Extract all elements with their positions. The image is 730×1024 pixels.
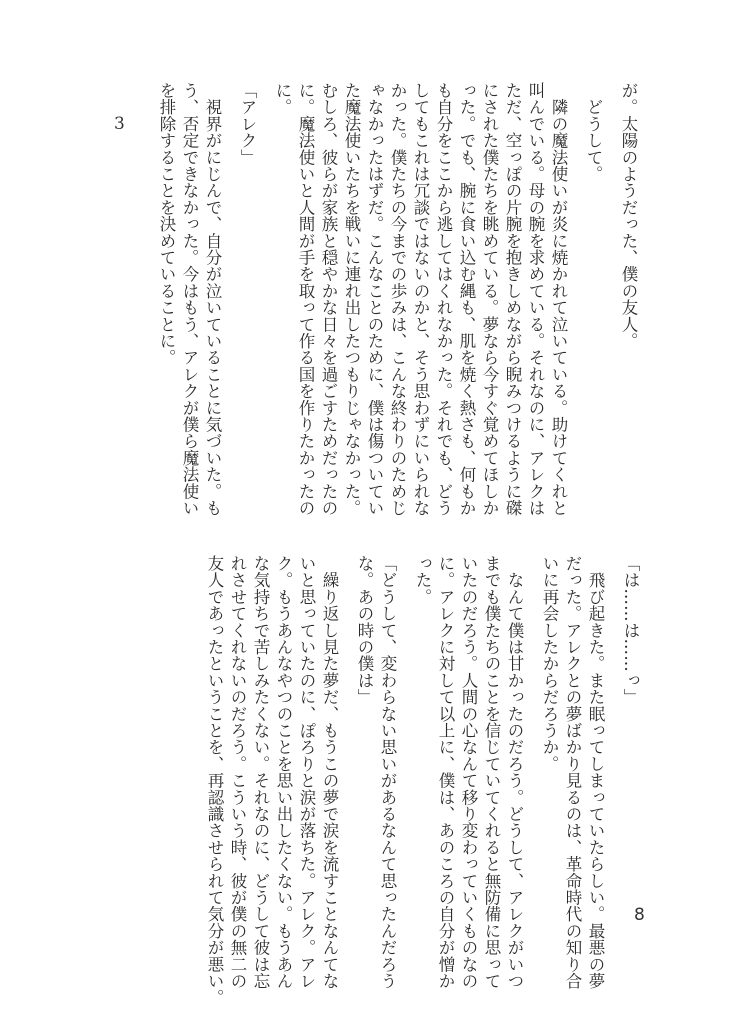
bottom-page-text	[203, 555, 642, 1006]
top-page-text	[155, 82, 640, 517]
page-number: 3	[114, 114, 125, 134]
text-line: ク。もうあんなやつのことを思い出したくない。もうあん	[274, 555, 293, 990]
text-line: ゃなかったはずだ。こんなことのために、僕は傷ついてい	[365, 82, 384, 517]
text-line: にされた僕たちを眺めている。夢なら今すぐ覚めてほしか	[480, 82, 499, 517]
text-line: 飛び起きた。また眠ってしまっていたらしい。最悪の夢	[586, 555, 605, 990]
text-line: かった。僕たちの今までの歩みは、こんな終わりのためじ	[388, 82, 407, 517]
text-line: 視界がにじんで、自分が泣いていることに気づいた。も	[203, 82, 222, 517]
page-number: 8	[634, 905, 645, 925]
text-line: いと思っていたのに、ぽろりと涙が落ちた。アレク。アレ	[297, 555, 316, 990]
text-line: 叫んでいる。母の腕を求めている。それなのに、アレクは	[526, 82, 545, 517]
text-line: ただ、空っぽの片腕を抱きしめながら睨みつけるように磔	[503, 82, 522, 517]
text-line: に。アレクに対して以上に、僕は、あのころの自分が憎か	[436, 555, 455, 990]
text-line: いたのだろう。人間の心なんて移り変わっていくものなの	[459, 555, 478, 990]
text-line: な気持ちで苦しみたくない。それなのに、どうして彼は忘	[251, 555, 270, 990]
text-line: までも僕たちのことを信じていてくれると無防備に思って	[482, 555, 501, 990]
dialogue-line: な。あの時の僕は」	[355, 555, 374, 706]
text-line: う、否定できなかった。今はもう、アレクが僕ら魔法使い	[180, 82, 199, 517]
text-line: を排除することを決めていることに。	[157, 82, 176, 366]
text-line: むしろ、彼らが家族と穏やかな日々を過ごすためだったの	[319, 82, 338, 517]
dialogue-line: 「は……は……っ」	[621, 555, 640, 706]
text-line: だった。アレクとの夢ばかり見るのは、革命時代の知り合	[563, 555, 582, 990]
text-line: った。	[413, 555, 432, 606]
text-line: 友人であったということを、再認識させられて気分が悪い。	[205, 555, 224, 1006]
text-line: どうして。	[584, 82, 603, 183]
text-line: に。魔法使いと人間が手を取って作る国を作りたかったの	[296, 82, 315, 517]
text-line: に。	[273, 82, 292, 116]
text-line: いに再会したからだろうか。	[540, 555, 559, 773]
dialogue-line: 「アレク」	[238, 82, 257, 166]
text-line: なんて僕は甘かったのだろう。どうして、アレクがいつ	[505, 555, 524, 990]
dialogue-line: 「どうして、変わらない思いがあるなんて思ったんだろう	[378, 555, 397, 990]
text-line: してもこれは冗談ではないのかと、そう思わずにいられな	[411, 82, 430, 517]
text-line: も自分をここから逃してはくれなかった。それでも、どう	[434, 82, 453, 517]
text-line: った。でも、腕に食い込む縄も、肌を焼く熱さも、何もか	[457, 82, 476, 517]
text-line: れさせてくれないのだろう。こういう時、彼が僕の無二の	[228, 555, 247, 990]
text-line: た魔法使いたちを戦いに連れ出したつもりじゃなかった。	[342, 82, 361, 517]
text-line: 繰り返し見た夢だ、もうこの夢で涙を流すことなんてな	[320, 555, 339, 990]
text-line: 隣の魔法使いが炎に焼かれて泣いている。助けてくれと	[549, 82, 568, 517]
text-line: が。太陽のようだった、僕の友人。	[619, 82, 638, 350]
